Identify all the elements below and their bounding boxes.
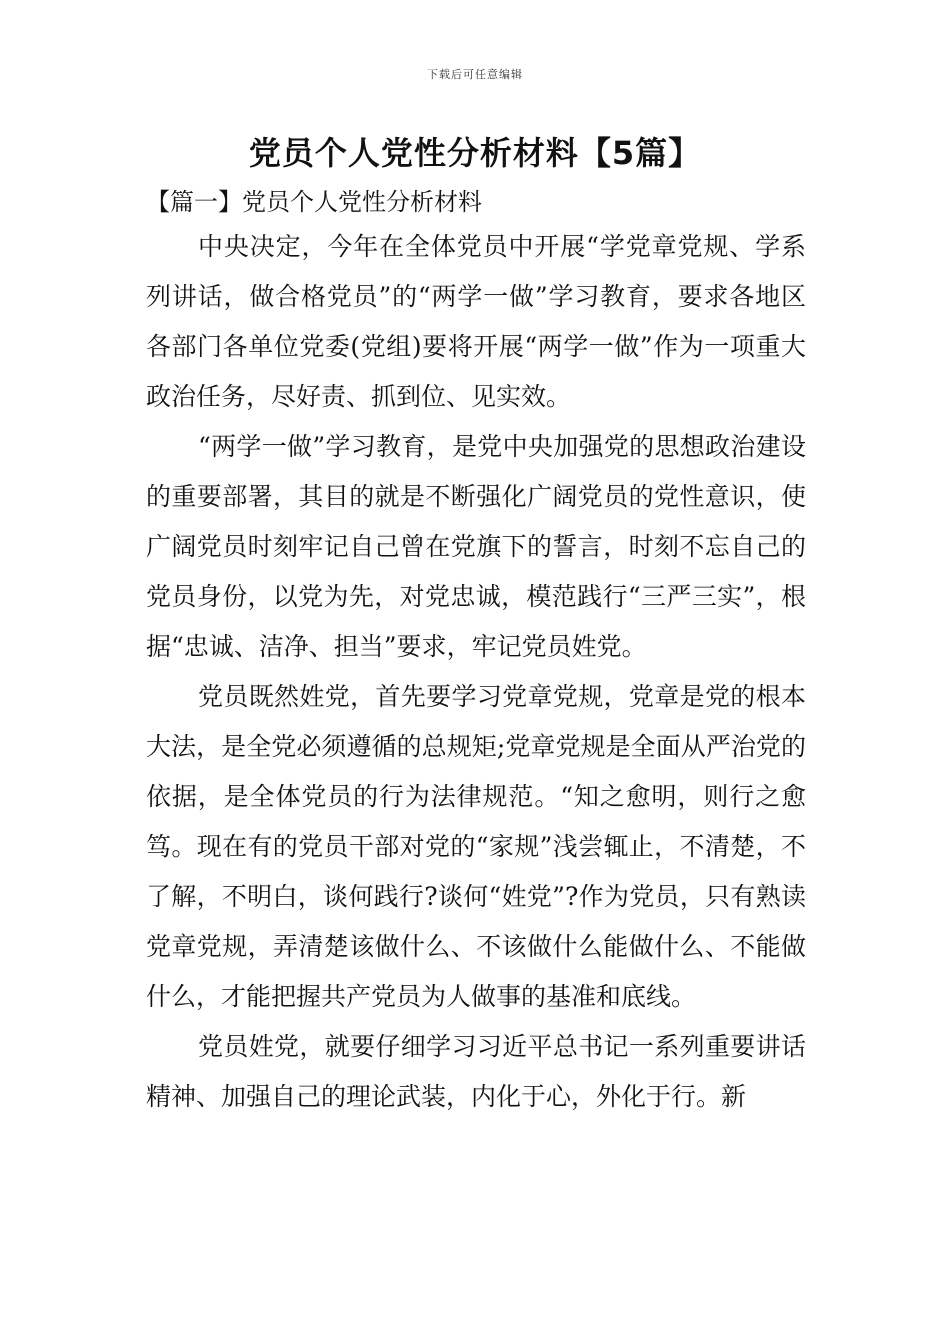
header-note: 下载后可任意编辑 <box>427 68 523 81</box>
document-body <box>146 222 806 1122</box>
paragraph-4: 党员姓党，就要仔细学习习近平总书记一系列重要讲话精神、加强自己的理论武装，内化于心，外化于行。新 <box>146 1032 806 1111</box>
paragraph-3: 党员既然姓党，首先要学习党章党规，党章是党的根本大法，是全党必须遵循的总规矩;党章党规是全面从严治党的依据，是全体党员的行为法律规范。“知之愈明，则行之愈笃。现在有的党员干部对党的“家规”浅尝辄止，不清楚，不了解，不明白，谈何践行?谈何“姓党”?作为党员，只有熟读党章党规，弄清楚该做什么、不该做什么能做什么、不能做什么，才能把握共产党员为人做事的基准和底线。 <box>146 682 806 1011</box>
section-heading: 【篇一】党员个人党性分析材料 <box>146 188 482 216</box>
document-title: 党员个人党性分析材料【5篇】 <box>248 134 702 172</box>
paragraph-1: 中央决定，今年在全体党员中开展“学党章党规、学系列讲话，做合格党员”的“两学一做”学习教育，要求各地区各部门各单位党委(党组)要将开展“两学一做”作为一项重大政治任务，尽好责、抓到位、见实效。 <box>146 232 806 411</box>
paragraph-2: “两学一做”学习教育，是党中央加强党的思想政治建设的重要部署，其目的就是不断强化广阔党员的党性意识，使广阔党员时刻牢记自己曾在党旗下的誓言，时刻不忘自己的党员身份，以党为先，对党忠诚，模范践行“三严三实”，根据“忠诚、洁净、担当”要求，牢记党员姓党。 <box>146 432 806 661</box>
